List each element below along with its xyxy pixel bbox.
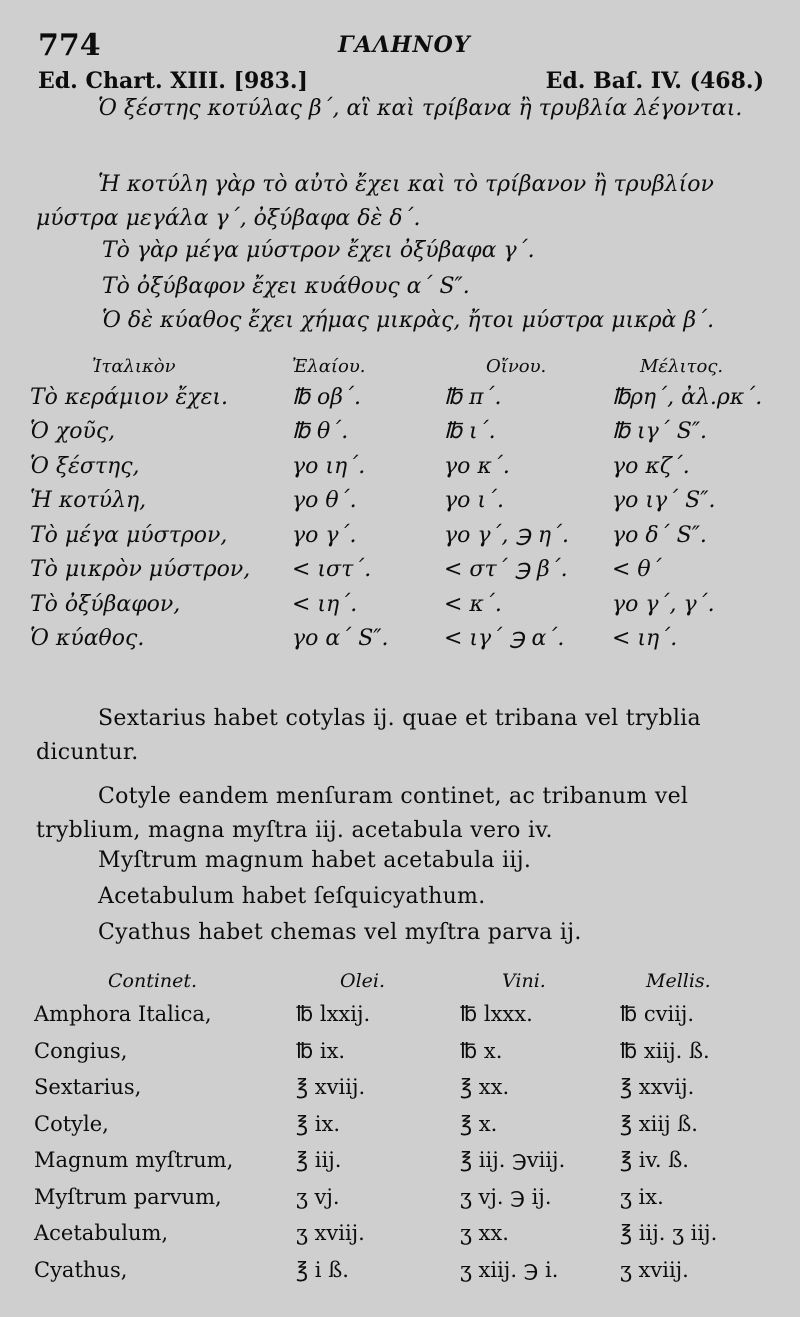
table-cell: ℥ xiij ß.	[620, 1111, 698, 1136]
greek-header-elaiou: Ἐλαίου.	[292, 355, 366, 377]
table-cell: Τὸ μέγα μύστρον,	[30, 522, 228, 548]
greek-paragraph-sextarius: Ὁ ξέστης κοτύλας β΄, αἳ καὶ τρίβανα ἢ τρυβλία λέγονται.	[98, 96, 743, 121]
table-cell: ℔ xiij. ß.	[620, 1038, 710, 1063]
table-cell: ʒ xx.	[460, 1221, 509, 1246]
table-cell: < στ΄ ℈ β΄.	[444, 557, 568, 583]
table-cell: ℔ θ΄.	[292, 419, 349, 445]
table-cell: Τὸ κεράμιον ἔχει.	[30, 384, 229, 410]
table-cell: Congius,	[34, 1038, 128, 1063]
table-cell: γο ιγ΄ S″.	[612, 488, 716, 514]
table-row	[34, 1179, 774, 1216]
table-cell: < ιη΄.	[292, 591, 358, 617]
table-cell: ℥ iij. ℈viij.	[460, 1148, 566, 1173]
latin-line-cyathus: Cyathus habet chemas vel myſtra parva ij.	[98, 920, 582, 945]
table-cell: ℥ iij. ʒ iij.	[620, 1221, 718, 1246]
table-cell: ℥ iij.	[296, 1148, 342, 1173]
latin-header-mellis: Mellis.	[646, 970, 711, 992]
table-cell: ℥ xviij.	[296, 1075, 366, 1100]
table-cell: γο ι΄.	[444, 488, 505, 514]
table-cell: γο κζ΄.	[612, 453, 690, 479]
latin-table-header-row	[34, 966, 774, 996]
latin-line-acetabulum: Acetabulum habet ſeſquicyathum.	[98, 884, 486, 909]
table-cell: ℔ ιγ΄ S″.	[612, 419, 708, 445]
table-cell: Ἡ κοτύλη,	[30, 488, 147, 514]
latin-paragraph-sextarius: Sextarius habet cotylas ij. quae et tribana vel trybliа dicuntur.	[36, 706, 701, 765]
latin-header-vini: Vini.	[502, 970, 546, 992]
table-cell: ℔ρη΄, ἀλ.ρκ΄.	[612, 384, 763, 410]
table-cell: ℔ ι΄.	[444, 419, 496, 445]
table-cell: ℥ ix.	[296, 1111, 341, 1136]
table-cell: ℥ x.	[460, 1111, 498, 1136]
table-cell: ʒ ix.	[620, 1184, 664, 1209]
table-cell: γο α΄ S″.	[292, 626, 389, 652]
table-cell: Ὁ κύαθος.	[30, 626, 145, 652]
table-cell: < ιη΄.	[612, 626, 678, 652]
table-row	[34, 1069, 774, 1106]
greek-table-header-row	[30, 352, 780, 380]
table-cell: γο θ΄.	[292, 488, 357, 514]
table-cell: < ιστ΄.	[292, 557, 372, 583]
greek-paragraph-cotyle: Ἡ κοτύλη γὰρ τὸ αὐτὸ ἔχει καὶ τὸ τρίβανον ἢ τρυβλίον μύστρα μεγάλα γ΄, ὀξύβαφα δὲ δ΄.	[36, 172, 714, 231]
table-cell: Acetabulum,	[34, 1221, 169, 1246]
table-row	[34, 996, 774, 1033]
table-cell: ʒ xiij. ℈ i.	[460, 1257, 559, 1282]
table-cell: γο ιη΄.	[292, 453, 366, 479]
table-cell: ℔ lxxx.	[460, 1002, 533, 1027]
table-cell: < κ΄.	[444, 591, 502, 617]
page-number: 774	[38, 28, 101, 63]
table-cell: Ὁ ξέστης,	[30, 453, 140, 479]
table-cell: Cyathus,	[34, 1257, 128, 1282]
table-row	[34, 1215, 774, 1252]
table-cell: Cotyle,	[34, 1111, 109, 1136]
latin-line-mystrum: Myſtrum magnum habet acetabula iij.	[98, 848, 532, 873]
table-cell: Τὸ ὀξύβαφον,	[30, 591, 181, 617]
table-row	[30, 518, 780, 553]
table-cell: Sextarius,	[34, 1075, 142, 1100]
table-row	[34, 1142, 774, 1179]
table-cell: ℥ xx.	[460, 1075, 510, 1100]
table-row	[30, 587, 780, 622]
greek-header-melitos: Μέλιτος.	[640, 355, 724, 377]
table-cell: ℔ οβ΄.	[292, 384, 361, 410]
table-row	[30, 484, 780, 519]
table-cell: ℔ lxxij.	[296, 1002, 371, 1027]
table-row	[30, 380, 780, 415]
greek-header-italikon: Ἰταλικὸν	[92, 355, 176, 377]
table-cell: Τὸ μικρὸν μύστρον,	[30, 557, 251, 583]
latin-header-continet: Continet.	[108, 970, 198, 992]
table-row	[34, 1252, 774, 1289]
table-row	[30, 622, 780, 657]
table-cell: Myſtrum parvum,	[34, 1184, 222, 1209]
table-row	[34, 1106, 774, 1143]
table-cell: ℔ π΄.	[444, 384, 502, 410]
latin-paragraph-cotyle: Cotyle eandem menſuram continet, ac tribanum vel tryblium, magna myſtra iij. acetabula vero iv.	[36, 784, 689, 843]
table-cell: ʒ vj.	[296, 1184, 340, 1209]
table-cell: ʒ xviij.	[620, 1257, 689, 1282]
latin-header-olei: Olei.	[340, 970, 386, 992]
table-cell: ʒ vj. ℈ ij.	[460, 1184, 552, 1209]
table-cell: γο γ΄, ℈ η΄.	[444, 522, 570, 548]
table-cell: ℔ ix.	[296, 1038, 346, 1063]
table-cell: γο δ΄ S″.	[612, 522, 707, 548]
table-cell: ℔ cviij.	[620, 1002, 695, 1027]
greek-line-oxybaphon: Τὸ ὀξύβαφον ἔχει κυάθους α΄ S″.	[102, 274, 470, 299]
table-cell: ℥ i ß.	[296, 1257, 349, 1282]
running-title: ΓΑΛΗΝΟΥ	[338, 32, 471, 58]
table-row	[30, 449, 780, 484]
table-cell: Ὁ χοῦς,	[30, 419, 116, 445]
greek-line-cyathus: Ὁ δὲ κύαθος ἔχει χήμας μικρὰς, ἤτοι μύστρα μικρὰ β΄.	[102, 308, 715, 333]
latin-measures-table	[34, 966, 774, 1288]
table-cell: γο γ΄, γ΄.	[612, 591, 715, 617]
table-cell: Magnum myſtrum,	[34, 1148, 234, 1173]
table-cell: γο κ΄.	[444, 453, 510, 479]
edition-reference-chart: Ed. Chart. XIII. [983.]	[38, 68, 308, 94]
table-cell: ℔ x.	[460, 1038, 503, 1063]
table-cell: Amphora Italica,	[34, 1002, 212, 1027]
table-row	[30, 415, 780, 450]
table-cell: ʒ xviij.	[296, 1221, 365, 1246]
table-row	[34, 1033, 774, 1070]
page-header	[38, 28, 760, 64]
edition-reference-basel: Ed. Baſ. IV. (468.)	[545, 68, 764, 94]
table-row	[30, 553, 780, 588]
greek-measures-table	[30, 352, 780, 656]
table-cell: < θ΄	[612, 557, 662, 583]
table-cell: γο γ΄.	[292, 522, 357, 548]
table-cell: ℥ iv. ß.	[620, 1148, 689, 1173]
table-cell: < ιγ΄ ℈ α΄.	[444, 626, 565, 652]
greek-header-oinou: Οἴνου.	[486, 355, 547, 377]
greek-line-mystrum: Τὸ γὰρ μέγα μύστρον ἔχει ὀξύβαφα γ΄.	[102, 238, 535, 263]
table-cell: ℥ xxvij.	[620, 1075, 695, 1100]
